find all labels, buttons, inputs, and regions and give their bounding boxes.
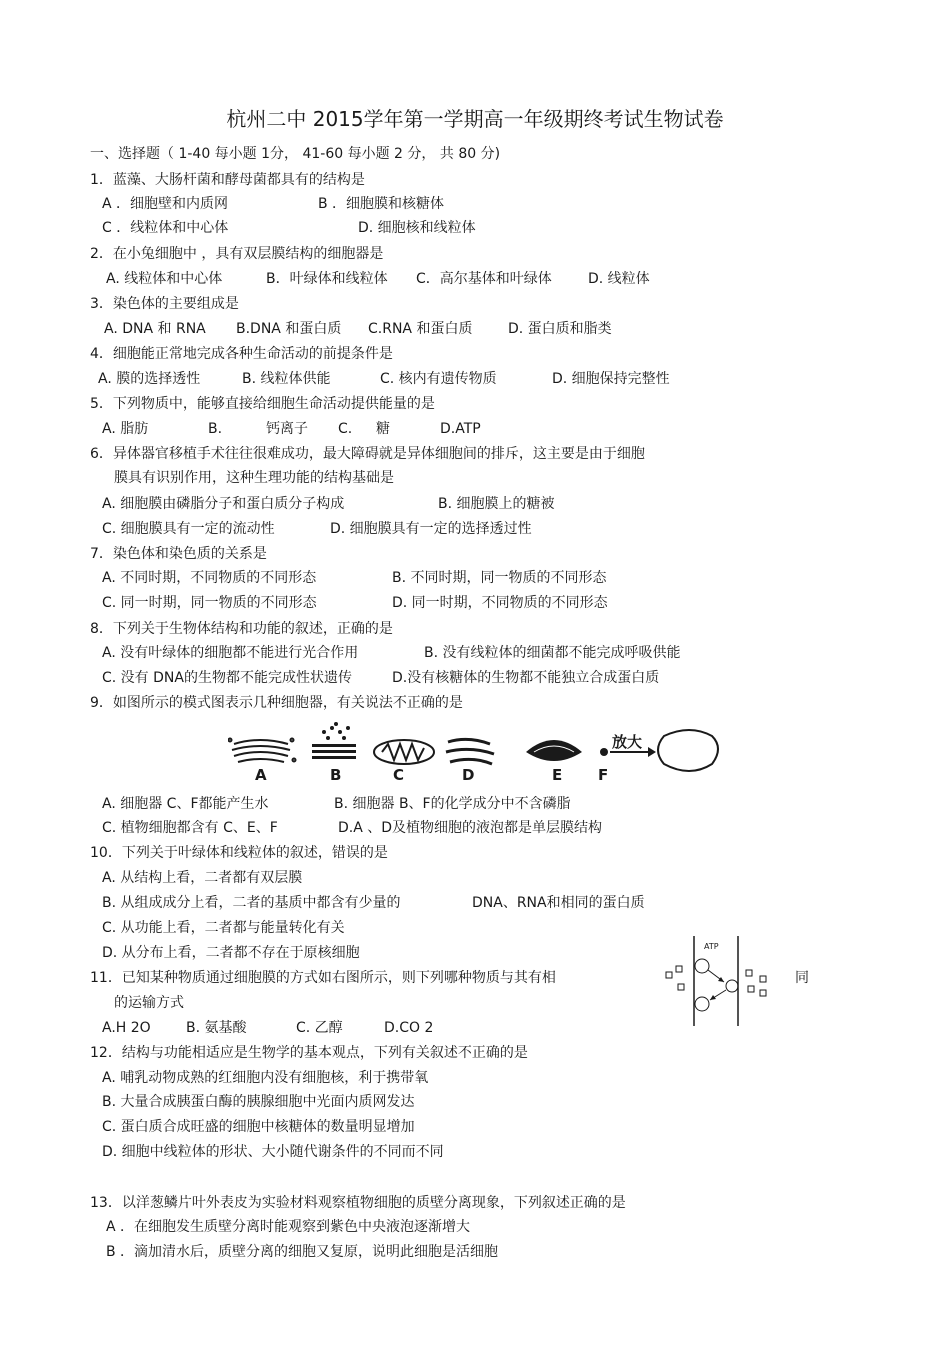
- question-10-option-a: A. 从结构上看，二者都有双层膜: [102, 870, 303, 886]
- figure-enlarge-label: 放大: [612, 733, 643, 751]
- question-8-stem: 8．下列关于生物体结构和功能的叙述，正确的是: [90, 621, 393, 637]
- question-9-option-c: C. 植物细胞都含有 C、E、F: [102, 820, 278, 836]
- membrane-transport-figure: [662, 936, 778, 1028]
- question-7-option-d: D. 同一时期，不同物质的不同形态: [392, 595, 608, 611]
- figure-label-a: A: [255, 766, 267, 784]
- question-8-option-c: C. 没有 DNA的生物都不能完成性状遗传: [102, 670, 352, 686]
- question-7-option-a: A. 不同时期，不同物质的不同形态: [102, 570, 317, 586]
- question-8-option-d: D.没有核糖体的生物都不能独立合成蛋白质: [392, 670, 660, 686]
- question-9-stem: 9．如图所示的模式图表示几种细胞器，有关说法不正确的是: [90, 695, 463, 711]
- question-1-option-d: D. 细胞核和线粒体: [358, 220, 476, 236]
- question-12-stem: 12．结构与功能相适应是生物学的基本观点，下列有关叙述不正确的是: [90, 1045, 528, 1061]
- question-3-option-d: D. 蛋白质和脂类: [508, 321, 612, 337]
- section-heading: 一、选择题（ 1-40 每小题 1分， 41-60 每小题 2 分， 共 80 分): [90, 146, 501, 162]
- smooth-er-drawing: [446, 739, 494, 764]
- question-10-option-b: B. 从组成成分上看，二者的基质中都含有少量的: [102, 895, 401, 911]
- question-2-option-d: D. 线粒体: [588, 271, 650, 287]
- atp-label: ATP: [704, 942, 719, 951]
- question-2-stem: 2．在小兔细胞中 ，具有双层膜结构的细胞器是: [90, 246, 384, 262]
- question-2-option-b: B．叶绿体和线粒体: [266, 271, 388, 287]
- question-11-stem-end: 同: [795, 970, 809, 986]
- arrow-head: [648, 747, 656, 757]
- question-4-stem: 4．细胞能正常地完成各种生命活动的前提条件是: [90, 346, 393, 362]
- figure-label-c: C: [393, 766, 405, 784]
- question-12-option-c: C. 蛋白质合成旺盛的细胞中核糖体的数量明显增加: [102, 1119, 415, 1135]
- question-1-stem: 1．蓝藻、大肠杆菌和酵母菌都具有的结构是: [90, 172, 365, 188]
- question-4-option-a: A. 膜的选择透性: [98, 371, 201, 387]
- question-13-option-b: B ．滴加清水后，质壁分离的细胞又复原，说明此细胞是活细胞: [106, 1244, 499, 1260]
- question-6-option-b: B. 细胞膜上的糖被: [438, 496, 555, 512]
- question-11-stem-continued: 的运输方式: [114, 995, 184, 1011]
- question-10-option-b-continued: DNA、RNA和相同的蛋白质: [472, 895, 645, 911]
- figure-label-b: B: [330, 766, 342, 784]
- question-10-option-c: C. 从功能上看，二者都与能量转化有关: [102, 920, 345, 936]
- question-5-option-b: B.: [208, 421, 223, 437]
- question-3-option-a: A. DNA 和 RNA: [104, 321, 206, 337]
- question-5-option-c: C.: [338, 421, 353, 437]
- question-11-option-b: B. 氨基酸: [186, 1020, 247, 1036]
- chloroplast-drawing: [526, 740, 582, 761]
- question-6-option-c: C. 细胞膜具有一定的流动性: [102, 521, 275, 537]
- question-12-option-a: A. 哺乳动物成熟的红细胞内没有细胞核，利于携带氧: [102, 1070, 429, 1086]
- figure-label-d: D: [462, 766, 475, 784]
- question-9-option-d: D.A 、D及植物细胞的液泡都是单层膜结构: [338, 820, 603, 836]
- question-13-stem: 13．以洋葱鳞片叶外表皮为实验材料观察植物细胞的质壁分离现象，下列叙述正确的是: [90, 1195, 626, 1211]
- question-9-option-a: A. 细胞器 C、F都能产生水: [102, 796, 269, 812]
- question-11-stem: 11．已知某种物质通过细胞膜的方式如右图所示，则下列哪种物质与其有相: [90, 970, 556, 986]
- question-11-option-a: A.H 2O: [102, 1020, 151, 1036]
- question-6-stem: 6．异体器官移植手术往往很难成功，最大障碍就是异体细胞间的排斥，这主要是由于细胞: [90, 446, 645, 462]
- question-4-option-b: B. 线粒体供能: [242, 371, 331, 387]
- figure-label-e: E: [552, 766, 563, 784]
- figure-label-f: F: [598, 766, 609, 784]
- question-5-option-a: A. 脂肪: [102, 421, 149, 437]
- question-3-option-b: B.DNA 和蛋白质: [236, 321, 342, 337]
- question-4-option-c: C. 核内有遗传物质: [380, 371, 497, 387]
- question-8-option-b: B. 没有线粒体的细菌都不能完成呼吸供能: [424, 645, 681, 661]
- centriole-dot: [600, 748, 608, 756]
- question-12-option-b: B. 大量合成胰蛋白酶的胰腺细胞中光面内质网发达: [102, 1094, 415, 1110]
- mitochondrion-drawing: [374, 740, 434, 764]
- rough-er-drawing: [312, 722, 356, 759]
- question-10-option-d: D. 从分布上看，二者都不存在于原核细胞: [102, 945, 360, 961]
- enlarged-view-outline: [658, 730, 718, 771]
- question-1-option-b: B ．细胞膜和核糖体: [318, 196, 445, 212]
- question-3-option-c: C.RNA 和蛋白质: [368, 321, 473, 337]
- question-10-stem: 10．下列关于叶绿体和线粒体的叙述，错误的是: [90, 845, 388, 861]
- question-1-option-c: C ．线粒体和中心体: [102, 220, 229, 236]
- question-9-option-b: B. 细胞器 B、F的化学成分中不含磷脂: [334, 796, 571, 812]
- question-7-option-b: B. 不同时期，同一物质的不同形态: [392, 570, 607, 586]
- organelle-figure: [228, 720, 724, 784]
- question-1-option-a: A ．细胞壁和内质网: [102, 196, 229, 212]
- question-2-option-c: C．高尔基体和叶绿体: [416, 271, 552, 287]
- question-6-option-d: D. 细胞膜具有一定的选择透过性: [330, 521, 532, 537]
- question-12-option-d: D. 细胞中线粒体的形状、大小随代谢条件的不同而不同: [102, 1144, 444, 1160]
- question-7-option-c: C. 同一时期，同一物质的不同形态: [102, 595, 317, 611]
- question-5-option-d: D.ATP: [440, 421, 481, 437]
- question-6-stem-continued: 膜具有识别作用，这种生理功能的结构基础是: [114, 470, 394, 486]
- question-3-stem: 3．染色体的主要组成是: [90, 296, 239, 312]
- question-13-option-a: A ．在细胞发生质壁分离时能观察到紫色中央液泡逐渐增大: [106, 1219, 471, 1235]
- question-4-option-d: D. 细胞保持完整性: [552, 371, 670, 387]
- question-5-stem: 5．下列物质中，能够直接给细胞生命活动提供能量的是: [90, 396, 435, 412]
- golgi-apparatus-drawing: [229, 739, 296, 763]
- question-5-option-b-text: 钙离子: [266, 421, 308, 437]
- question-11-option-d: D.CO 2: [384, 1020, 434, 1036]
- question-6-option-a: A. 细胞膜由磷脂分子和蛋白质分子构成: [102, 496, 345, 512]
- question-8-option-a: A. 没有叶绿体的细胞都不能进行光合作用: [102, 645, 359, 661]
- question-2-option-a: A. 线粒体和中心体: [106, 271, 223, 287]
- question-11-option-c: C. 乙醇: [296, 1020, 343, 1036]
- question-7-stem: 7．染色体和染色质的关系是: [90, 546, 267, 562]
- exam-title: 杭州二中 2015学年第一学期高一年级期终考试生物试卷: [226, 107, 724, 131]
- question-5-option-c-text: 糖: [376, 421, 390, 437]
